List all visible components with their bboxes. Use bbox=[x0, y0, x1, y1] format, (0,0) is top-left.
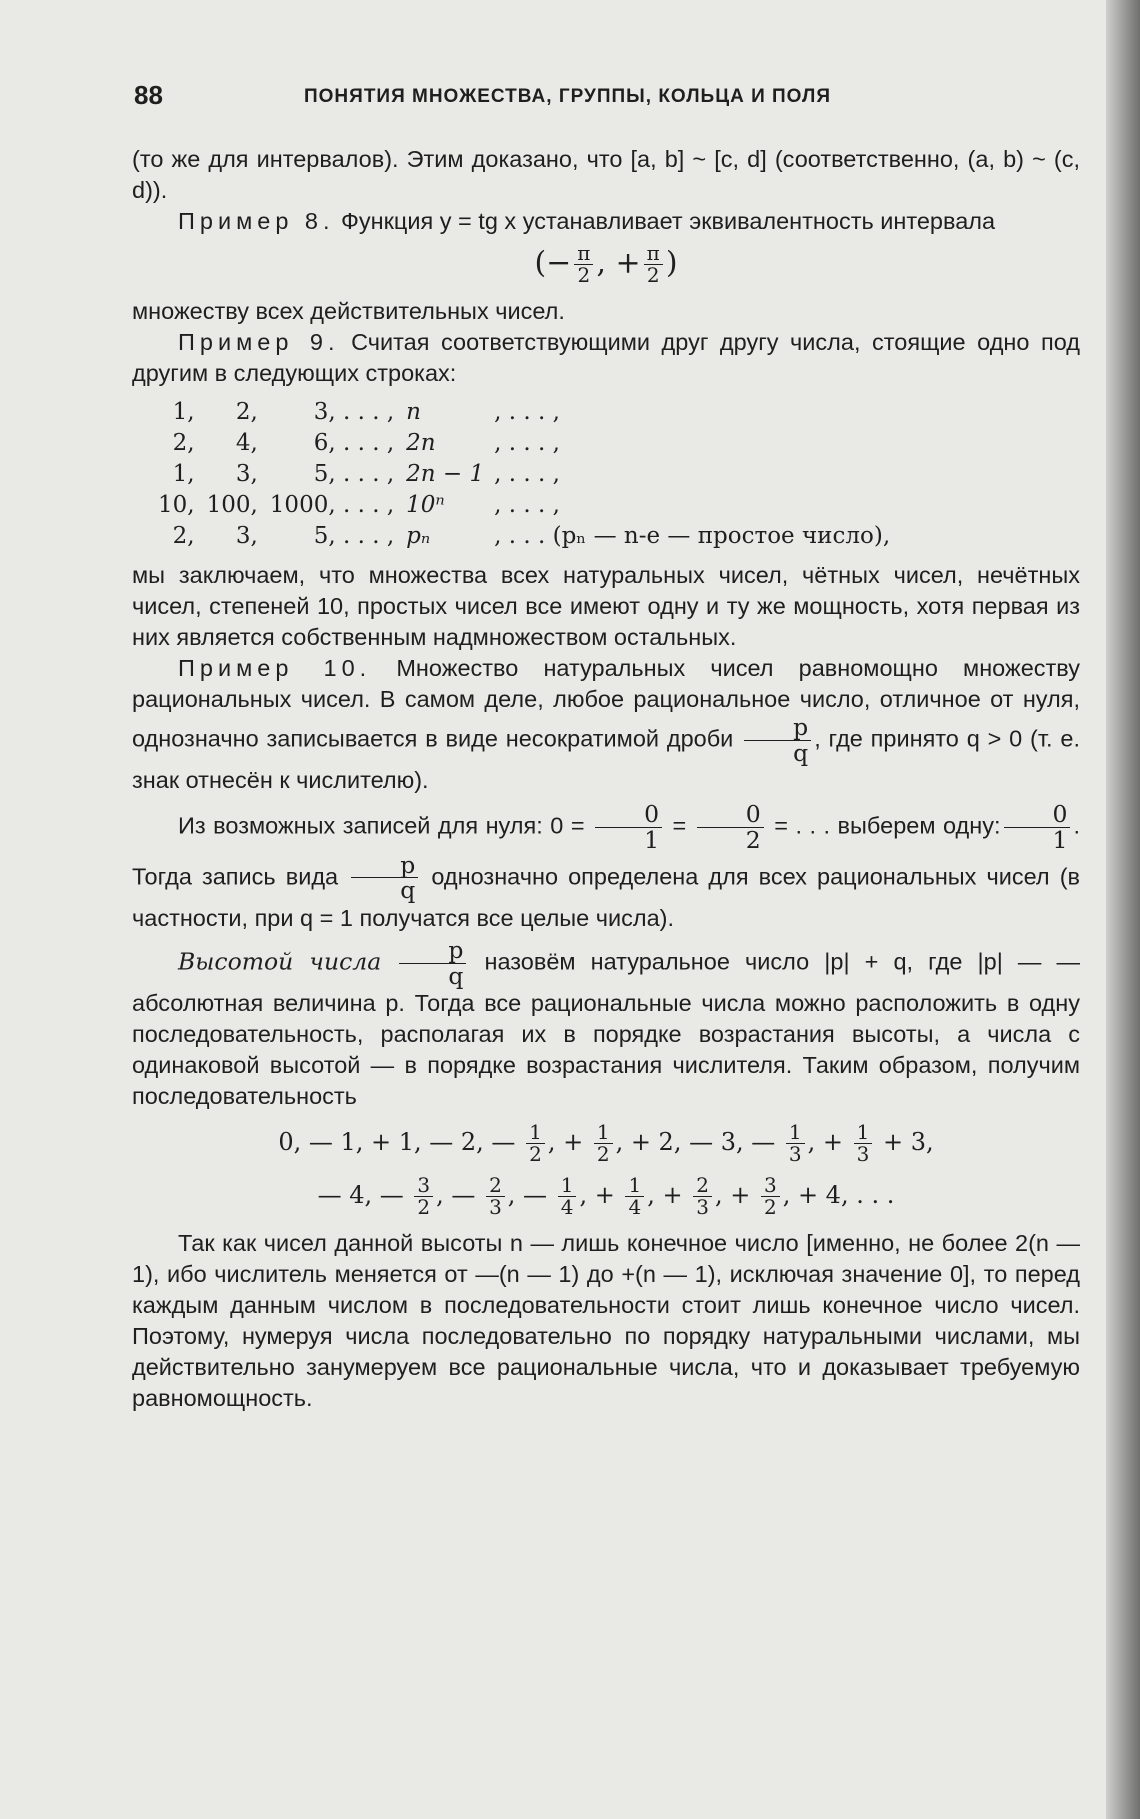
example-9-conclusion: мы заключаем, что множества всех натуральных чисел, чётных чисел, нечётных чисел, степеней 10, простых чисел все имеют одну и ту же мощность, хотя первая из них является собственным надмножеством остальных. bbox=[132, 562, 1080, 650]
cell: , . . . (pₙ — n-е — простое число), bbox=[494, 523, 891, 549]
interval-mid: , + bbox=[596, 245, 641, 281]
seq-text: , + bbox=[714, 1181, 751, 1210]
frac-num: 1 bbox=[526, 1122, 545, 1144]
cell: , . . . , bbox=[494, 399, 560, 425]
zero-paragraph: Из возможных записей для нуля: 0 = $\frac{0}{1}$ = $\frac{0}{2}$ = . . . выберем одну: $\frac{0}{1}$ . Тогда запись вида $\frac{p}{q}$ однозначно определена для всех рациональных чисел (в частности, при q = 1 получатся все целые числа). bbox=[132, 800, 1081, 932]
seq-text: , — bbox=[507, 1181, 548, 1210]
final-paragraph: Так как чисел данной высоты n — лишь конечное число [именно, не более 2(n — 1), ибо числитель меняется от —(n — 1) до +(n — 1), исключая значение 0], то перед каждым данным числом в последовательности стоит лишь конечное число чисел. Поэтому, нумеруя числа последовательно по порядку натуральными числами, мы действительно занумеруем все рациональные числа, что и доказывает требуемую равномощность. bbox=[132, 1230, 1080, 1412]
interval-right: ) bbox=[665, 245, 678, 281]
frac-num: p bbox=[399, 938, 466, 964]
frac-num: 1 bbox=[558, 1175, 577, 1197]
example-9-text: Считая соответствующими друг другу числа, стоящие одно под другим в следующих строках: bbox=[132, 329, 1080, 386]
frac-num: π bbox=[644, 243, 663, 265]
cell: 4, bbox=[235, 430, 258, 456]
table-row bbox=[158, 428, 900, 459]
example-9-paragraph bbox=[132, 327, 1080, 389]
frac-den: q bbox=[793, 738, 809, 767]
frac-3-2-pos bbox=[761, 1175, 780, 1218]
seq-text: , + bbox=[807, 1128, 843, 1157]
page-number: 88 bbox=[134, 80, 163, 110]
fraction-p-q-c bbox=[399, 938, 466, 988]
frac-num: 1 bbox=[625, 1175, 644, 1197]
page-body bbox=[132, 144, 1080, 1414]
frac-2-3 bbox=[486, 1175, 505, 1218]
seq-text: , + 2, — 3, — bbox=[615, 1128, 776, 1157]
frac-num: 3 bbox=[761, 1175, 780, 1197]
frac-den: 4 bbox=[628, 1195, 642, 1220]
frac-num: 2 bbox=[693, 1175, 712, 1197]
zero-text-c: . Тогда запись вида bbox=[132, 812, 1081, 890]
example-10-paragraph bbox=[132, 653, 1080, 796]
frac-den: 2 bbox=[763, 1195, 777, 1220]
seq-text: + 3, bbox=[883, 1128, 934, 1157]
frac-num: 0 bbox=[595, 802, 662, 828]
frac-num: π bbox=[574, 243, 593, 265]
cell: 2, bbox=[172, 430, 195, 456]
cell: 3, . . . , bbox=[313, 399, 395, 425]
frac-den: 2 bbox=[417, 1195, 431, 1220]
frac-den: 1 bbox=[644, 826, 660, 855]
cell: 1, bbox=[172, 399, 195, 425]
frac-den: 2 bbox=[596, 1142, 610, 1167]
frac-num: 1 bbox=[594, 1122, 613, 1144]
frac-num: 1 bbox=[786, 1122, 805, 1144]
frac-den: 3 bbox=[856, 1142, 870, 1167]
book-spine-shadow bbox=[1106, 0, 1140, 1819]
example-8-text: Функция y = tg x устанавливает эквивалентность интервала bbox=[341, 208, 996, 234]
frac-den: 2 bbox=[745, 826, 761, 855]
interval-formula bbox=[132, 243, 1080, 286]
example-8-label: Пример 8. bbox=[178, 208, 335, 234]
table-row bbox=[158, 459, 900, 490]
example-8-after: множеству всех действительных чисел. bbox=[132, 298, 565, 324]
cell: 2n − 1 bbox=[406, 461, 485, 487]
cell: 1, bbox=[172, 461, 195, 487]
frac-num: 1 bbox=[854, 1122, 873, 1144]
frac-num: p bbox=[744, 715, 811, 741]
cell: n bbox=[406, 399, 421, 425]
example-10-label: Пример 10. bbox=[178, 655, 372, 681]
zero-text-b: = . . . выберем одну: bbox=[774, 812, 1001, 839]
frac-1-3-pos bbox=[854, 1122, 873, 1165]
cell: 2, bbox=[235, 399, 258, 425]
seq-text: , — bbox=[436, 1181, 476, 1210]
cell: 10, bbox=[158, 492, 195, 518]
running-title: ПОНЯТИЯ МНОЖЕСТВА, ГРУППЫ, КОЛЬЦА И ПОЛЯ bbox=[304, 86, 831, 107]
cell: 3, bbox=[235, 523, 258, 549]
seq-text: , + bbox=[547, 1128, 584, 1157]
seq-text: 0, — 1, + 1, — 2, — bbox=[278, 1128, 516, 1157]
cell: 5, . . . , bbox=[313, 461, 395, 487]
sequence-line-2 bbox=[132, 1175, 1080, 1218]
cell: pₙ bbox=[406, 523, 431, 549]
cell: , . . . , bbox=[494, 492, 560, 518]
frac-den: 3 bbox=[696, 1195, 709, 1220]
frac-den: 1 bbox=[1052, 826, 1068, 855]
cell: 2n bbox=[406, 430, 436, 456]
cell: 100, bbox=[206, 492, 258, 518]
zero-text-d: однозначно определена для всех рациональных чисел (в частности, при q = 1 получатся все целые числа). bbox=[132, 863, 1081, 932]
sequence-line-1 bbox=[132, 1122, 1080, 1165]
frac-1-4-pos bbox=[625, 1175, 644, 1218]
frac-num: 0 bbox=[697, 802, 764, 828]
frac-den: q bbox=[400, 876, 416, 905]
fraction-p-q-b bbox=[351, 850, 418, 905]
frac-den: 2 bbox=[577, 263, 591, 287]
cell: 10ⁿ bbox=[406, 492, 445, 518]
cell: 5, . . . , bbox=[313, 523, 395, 549]
frac-1-2-pos bbox=[594, 1122, 613, 1165]
seq-text: , + bbox=[647, 1181, 683, 1210]
fraction-zero-one-b bbox=[1004, 800, 1071, 855]
frac-1-2 bbox=[526, 1122, 545, 1165]
seq-text: , + 4, . . . bbox=[782, 1181, 895, 1210]
fraction-p-q bbox=[744, 715, 811, 765]
example-8-paragraph bbox=[132, 206, 1080, 237]
example-10-text: Множество натуральных чисел равномощно множеству рациональных чисел. В самом деле, любое рациональное число, отличное от нуля, однозначно записывается в виде несократимой дроби bbox=[132, 655, 1081, 752]
zero-text-a: Из возможных записей для нуля: 0 = bbox=[178, 812, 585, 839]
cell: 1000, . . . , bbox=[269, 492, 395, 518]
height-text: назовём натуральное число |p| + q, где |p| — — абсолютная величина p. Тогда все рациональные числа можно расположить в одну последовательность, располагая их в порядке возрастания высоты, а числа с одинаковой высотой — в порядке возрастания числителя. Таким образом, получим последовательность bbox=[132, 948, 1081, 1110]
seq-text: — 4, — bbox=[317, 1181, 404, 1210]
cell: , . . . , bbox=[494, 461, 560, 487]
frac-den: 3 bbox=[489, 1195, 502, 1220]
frac-3-2 bbox=[414, 1175, 433, 1218]
cell: 2, bbox=[172, 523, 195, 549]
height-term: Высотой числа bbox=[178, 947, 382, 976]
fraction-zero-two bbox=[697, 800, 764, 855]
cell: 6, . . . , bbox=[313, 430, 395, 456]
frac-num: 2 bbox=[486, 1175, 505, 1197]
example-10-text-b: , где принято q > 0 (т. е. знак отнесён к числителю). bbox=[132, 725, 1081, 794]
table-row bbox=[158, 490, 900, 521]
seq-text: , + bbox=[579, 1181, 615, 1210]
frac-den: q bbox=[448, 961, 464, 990]
frac-num: 0 bbox=[1004, 802, 1071, 828]
paragraph-intervals: (то же для интервалов). Этим доказано, что [a, b] ~ [c, d] (соответственно, (a, b) ~ (c, d)). bbox=[132, 146, 1080, 203]
frac-1-3 bbox=[786, 1122, 805, 1165]
frac-1-4 bbox=[558, 1175, 577, 1218]
frac-den: 2 bbox=[529, 1142, 542, 1167]
cell: 3, bbox=[235, 461, 258, 487]
table-row bbox=[158, 521, 900, 552]
fraction-pi-half bbox=[574, 243, 593, 286]
fraction-pi-half-2 bbox=[644, 243, 663, 286]
height-paragraph bbox=[132, 938, 1080, 1112]
frac-den: 3 bbox=[788, 1142, 802, 1167]
frac-2-3-pos bbox=[693, 1175, 712, 1218]
sequence-table bbox=[158, 397, 900, 552]
interval-left: (− bbox=[534, 245, 572, 281]
frac-den: 2 bbox=[646, 263, 660, 287]
frac-den: 4 bbox=[560, 1195, 574, 1220]
cell: , . . . , bbox=[494, 430, 560, 456]
fraction-zero-one bbox=[595, 800, 662, 855]
example-9-label: Пример 9. bbox=[178, 329, 340, 355]
frac-num: p bbox=[351, 853, 418, 879]
table-row bbox=[158, 397, 900, 428]
frac-num: 3 bbox=[414, 1175, 433, 1197]
